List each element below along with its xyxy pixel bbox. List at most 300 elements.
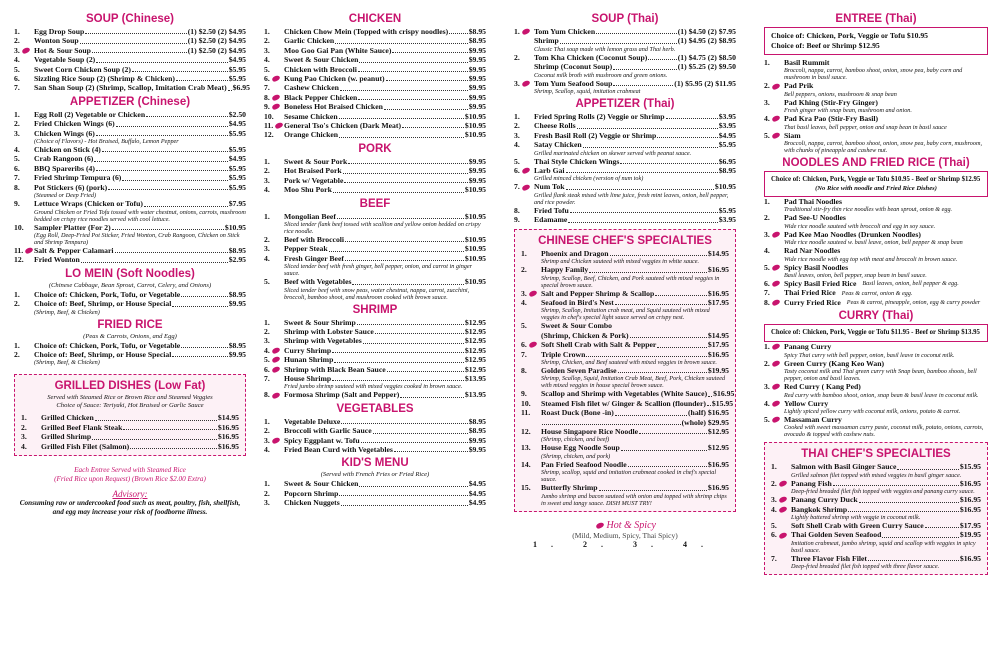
chili-icon [771,263,780,271]
choice-line: Choice of: Chicken, Pork, Veggie or Tofu $11.95 - Beef or Shrimp $13.95 [771,329,980,337]
menu-item [264,365,486,374]
item-price: $10.95 [224,222,246,232]
dot-leader [96,164,228,171]
item-description: Grilled minced chicken (version of num tok) [534,175,644,183]
chili-icon [771,416,780,424]
dot-leader [339,130,464,137]
menu-item [264,130,486,139]
menu-item [14,27,246,36]
item-number: 1. [514,112,520,122]
item-number: 5. [14,154,20,164]
item-number: 14. [521,459,531,469]
menu-item [264,121,486,130]
item-price: $9.95 [468,166,486,176]
chili-icon [25,247,34,255]
item-description: Deep-fried breaded filet fish topped with veggies and panang curry sauce. [791,488,975,496]
section-title: CHICKEN [348,13,402,25]
item-name: Beef with Broccoli [284,234,345,244]
item-number: 3. [264,498,270,508]
menu-item [264,74,486,83]
item-name: Edamame [534,215,568,225]
item-number: 15. [521,483,531,493]
item-price: $16.95 [959,495,981,505]
item-description: Fresh ginger with snap bean, mushroom and onion. [784,107,912,115]
item-number: 6. [521,340,541,349]
menu-item [264,166,486,175]
item-number: 5. [264,277,270,287]
item-number: 3. [14,46,34,55]
item-description: Cooked with sweet massaman curry paste, coconut milk, potato, onions, carrots, avocado & topped with cashew nuts. [784,424,984,439]
dot-leader [345,254,464,261]
item-price: $16.95 [217,432,239,442]
dot-leader [332,374,464,381]
item-description: Tasty coconut milk and Thai green curry with Snap bean, bamboo shoots, bell pepper, onion and basil leaves. [784,368,977,383]
item-price: (1) $5.95 (2) $11.95 [674,78,736,88]
dot-leader [96,129,228,136]
menu-item [264,244,486,253]
item-price: $19.95 [707,365,729,375]
dot-leader [648,53,676,60]
item-number: 2. [264,488,270,498]
menu-item [521,460,729,469]
item-price: $9.95 [468,83,486,93]
item-price: $12.95 [464,336,486,346]
menu-item [514,206,736,215]
menu-item [764,81,988,90]
item-number: 1. [264,479,270,489]
item-name: Yellow Curry [784,398,829,408]
dot-leader [618,366,707,373]
menu-item [14,341,246,350]
item-name: Pork w/ Vegetable [284,175,344,185]
item-name: Scallop and Shrimp with Vegetables (White Sauce) [541,389,708,399]
menu-item [514,121,736,130]
item-name: Choice of: Chicken, Pork, Tofu, or Vegetable [34,340,181,350]
item-price: $12.95 [707,426,729,436]
menu-item [264,65,486,74]
dot-leader [343,166,468,173]
item-number: 1. [14,289,20,299]
dot-leader [95,413,217,420]
menu-item [14,290,246,299]
section-title: SHRIMP [352,303,398,316]
item-number: 1. [764,342,784,351]
item-number: 4. [764,246,770,256]
item-number: 12. [521,426,531,436]
section-title: CURRY (Thai) [838,310,914,323]
item-description: Grilled marinated chicken on skewer served with peanut sauce. [534,149,692,157]
chinese-chef-box [514,229,736,512]
menu-item [764,98,988,107]
item-price: (1) $2.50 (2) $4.95 [187,45,246,55]
item-name: Egg Drop Soup [34,27,85,36]
item-price: $10.95 [464,130,486,140]
item-description: Spicy Thai curry with bell pepper, onion, basil leave in coconut milk. [784,351,955,359]
menu-item [514,215,736,224]
section-subtitle: (Served with French Fries or Fried Rice) [320,471,430,479]
menu-item [514,166,736,175]
menu-item [264,417,486,426]
chili-icon [521,79,530,87]
item-inline-desc: Peas & carrot, onion & egg. [841,289,913,297]
item-description: Bell peppers, onions, mushroom & snap bean [784,90,897,98]
item-number: 2. [264,36,270,46]
item-number: 3. [764,97,770,107]
dot-leader [848,505,959,512]
item-number [521,331,541,340]
item-price: $16.95 [217,422,239,432]
hot-numbers: 1. 2. 3. 4. [533,539,717,549]
item-price: $5.95 [228,163,246,173]
item-number: 3. [514,130,520,140]
item-name: Steamed Fish filet w/ Ginger & Scallion (flounder) [541,398,706,408]
dot-leader [882,530,959,537]
dot-leader [639,427,707,434]
item-name: BBQ Spareribs (4) [34,163,95,173]
menu-item [14,36,246,45]
item-description: Ground Chicken or Fried Tofu tossed with water chestnut, onions, carrots, mushroom bedded on crispy rice noodles served with cool lettuce. [34,208,246,223]
dot-leader [400,390,464,397]
dot-leader [81,255,228,262]
item-name: Soft Shell Crab with Green Curry Sauce [791,520,924,530]
item-price: $8.95 [468,416,486,426]
item-price: $10.95 [464,234,486,244]
item-description: (Shrimp, Beef, & Chicken) [34,308,100,316]
section-title: ENTREE (Thai) [835,13,917,25]
menu-item [514,131,736,140]
item-name: Pot Stickers (6) (pork) [34,182,108,192]
column-3 [514,10,736,549]
item-number: 6. [264,365,284,374]
item-number: 3. [521,289,541,298]
menu-item [264,55,486,64]
chili-icon [778,531,787,539]
item-number: 2. [521,265,527,275]
item-number: 9. [14,199,20,209]
hot-spicy-title [514,520,736,531]
menu-item [521,398,734,408]
item-price: (1) $5.25 (2) $9.50 [677,62,736,72]
item-name: Spicy Basil Noodles [784,262,849,272]
menu-item [521,340,729,349]
dot-leader [228,83,232,90]
item-name: Pan Fried Seafood Noodle [541,459,627,469]
menu-item [771,521,981,530]
item-price: (whole) $29.95 [681,417,729,427]
item-name: Seafood in Bird's Nest [541,297,614,307]
item-name: Basil Rummit [784,58,830,67]
menu-item [21,432,239,441]
item-number: 1. [21,413,27,423]
item-name: Red Curry ( Kang Ped) [784,382,861,392]
item-name: House Singapore Rice Noodle [541,426,639,436]
dot-leader [108,183,227,190]
item-description: (Steamed or Deep Fried) [34,192,97,200]
item-number: 2. [264,326,270,336]
item-price: $12.95 [464,345,486,355]
item-name: Tom Yum Chicken [534,27,596,36]
item-price: $5.95 [228,182,246,192]
item-price: $15.95 [711,398,734,408]
dot-leader [181,341,228,348]
menu-list [764,197,988,307]
item-price: $8.95 [718,166,736,176]
item-number: 1. [514,27,534,36]
item-name: Golden Seven Paradise [541,365,617,375]
item-number: 7. [771,553,777,563]
dot-leader [344,176,467,183]
dot-leader [339,489,467,496]
dot-leader [596,27,677,34]
menu-item [264,318,486,327]
menu-item [521,443,729,452]
menu-item [14,74,246,83]
dot-leader [566,166,718,173]
item-price: $9.95 [468,92,486,102]
column-4 [764,10,988,575]
menu-list [521,248,735,507]
item-number: 1. [264,211,270,221]
item-name: Satay Chicken [534,140,582,150]
choice-note: (No Rice with noodle and Fried Rice Dishes) [815,185,937,193]
item-number: 4. [264,185,270,195]
item-name: Pad Kra Pao (Stir-Fry Basil) [784,114,879,124]
dot-leader [146,110,228,117]
item-name: Grilled Shrimp [41,432,92,442]
item-number: 13. [521,443,531,453]
item-number: 10. [14,222,24,232]
menu-item [764,279,988,288]
dot-leader [85,27,186,34]
chili-icon [771,299,780,307]
menu-item [264,327,486,336]
choice-box [764,324,988,342]
menu-item [14,246,246,255]
menu-item [764,415,988,424]
chili-icon [21,47,30,55]
item-description: Red curry with bamboo shoot, onion, snap bean & basil leave in coconut milk. [784,391,979,399]
menu-item [14,173,246,182]
item-price: $16.95 [713,389,735,399]
dot-leader [115,246,228,253]
item-price: $4.95 [718,130,736,140]
item-name: Salmon with Basil Ginger Sauce [791,462,897,472]
item-name: Shrimp with Black Bean Sauce [284,364,386,374]
menu-item [764,246,988,255]
dot-leader [833,479,959,486]
menu-item [14,350,246,359]
menu-item [14,223,246,232]
item-description: Shrimp, Chicken, and Beef sauteed with mixed veggies in brown sauce. [541,358,717,366]
item-name: Thai Style Chicken Wings [534,156,620,166]
item-name: Thai Fried Rice [784,288,836,298]
dot-leader [333,185,464,192]
item-number: 1. [764,197,770,207]
menu-item [264,355,486,364]
item-description: Classic Thai soup made with lemon grass and Thai herb. [534,45,676,53]
dot-leader [144,199,228,206]
item-description: Coconut milk broth with mushroom and green onions. [534,71,668,79]
chili-icon [271,346,280,354]
dot-leader [666,112,718,119]
item-description: Grilled flank steak mixed with lime juice, fresh mint leaves, onion, bell pepper, and rice powder. [534,191,729,206]
column-1 [14,10,250,517]
menu-item [514,36,736,45]
advisory-title: Advisory: [112,488,148,499]
grilled-box [14,374,246,456]
item-price: $5.95 [228,74,246,84]
item-name: Choice of: Beef, Shrimp, or House Special [34,299,172,309]
item-number: 2. [764,213,770,223]
menu-item [771,479,981,488]
menu-item [264,176,486,185]
menu-item [514,140,736,149]
item-name: Popcorn Shrimp [284,488,339,498]
chili-icon [271,391,280,399]
menu-item [264,93,486,102]
item-number: 4. [264,346,284,355]
item-number: 5. [771,520,777,530]
item-number: 3. [264,244,270,254]
menu-item [264,83,486,92]
menu-item [764,399,988,408]
chili-icon [771,383,780,391]
dot-leader [599,483,707,490]
item-name: Panang Fish [791,478,832,488]
menu-item [14,119,246,128]
item-price: $6.95 [232,83,250,93]
item-price: $19.95 [959,530,981,540]
dot-leader [586,350,707,357]
item-number: 1. [14,27,20,36]
dot-leader [707,399,711,406]
section-title: CHINESE CHEF'S SPECIALTIES [538,234,712,247]
section-title: APPETIZER (Thai) [575,98,675,111]
dot-leader [340,83,468,90]
item-price: $5.95 [718,140,736,150]
menu-item [14,145,246,154]
item-name: Garlic Chicken [284,36,335,46]
item-number: 9. [514,215,520,225]
dot-leader [613,62,677,69]
item-number [514,36,534,45]
item-price: $13.95 [464,373,486,383]
section-title: NOODLES AND FRIED RICE (Thai) [782,157,970,170]
item-description: Sliced tender beef with snow peas, water chestnut, nappa, carrot, zucchini, broccoli, bamboo shoot, and mushroom cooked with brown sauce. [284,286,470,301]
section-title: KID'S MENU [341,457,409,470]
dot-leader [352,277,463,284]
menu-item [514,79,736,88]
item-price: $10.95 [464,253,486,263]
item-number: 5. [764,415,784,424]
item-price: $8.95 [228,245,246,255]
item-name: Shrimp with Lobster Sauce [284,326,374,336]
menu-list [771,462,981,570]
item-description: Wide rice noodle sauteed w. basil leave, onion, bell pepper & snap bean [784,239,963,247]
item-name: Wonton Soup [34,36,79,46]
item-name: Black Pepper Chicken [284,92,358,102]
item-price: $8.95 [468,36,486,46]
item-name: Pad Kee Mao Noodles (Drunken Noodles) [784,229,921,239]
menu-item [764,230,988,239]
item-name: Sweet & Sour Shrimp [284,317,356,327]
item-price: $10.95 [714,182,736,192]
item-price: $2.95 [228,255,246,265]
item-number: 5. [264,64,270,74]
chili-icon [271,356,280,364]
item-number: 3. [264,175,270,185]
item-number: 4. [771,505,791,514]
item-price: $16.95 [959,478,981,488]
menu-item [521,408,729,417]
dot-leader [132,65,228,72]
section-title: GRILLED DISHES (Low Fat) [54,380,206,393]
item-number: 1. [14,340,20,350]
item-description: Shrimp, Scallop, Imitation crab meat, and Squid sauteed with mixed veggies in chef's special light sauce served on crispy nest. [541,307,710,322]
menu-list [14,290,246,316]
dot-leader [341,498,468,505]
item-inline-desc: Basil leaves, onion, bell pepper & egg. [862,280,959,288]
dot-leader [357,318,464,325]
item-description: Shrimp and Chicken sauteed with mixed veggies in white sauce. [541,258,700,266]
item-price: $16.95 [707,265,729,275]
dot-leader [172,299,227,306]
item-number: 5. [764,263,784,272]
item-description: Sliced tender flank beef tossed with scallion and yellow onion bedded on crispy rice noodle. [284,220,481,235]
dot-leader [925,521,959,528]
item-number: 4. [264,445,270,454]
menu-item [264,235,486,244]
item-name: Salt and Pepper Shrimp & Scallop [541,288,655,298]
item-number: 2. [514,121,520,131]
menu-item [771,530,981,539]
item-price: $9.95 [228,349,246,359]
item-number: 3. [264,45,270,55]
item-description: Broccoli, nappa, carrot, bamboo shoot, onion, snow pea, baby corn, mushroom, with chunks of pineapple and cashew nut. [784,140,982,155]
item-number: 6. [264,74,284,83]
item-name: Shrimp [534,36,559,46]
choice-line: Choice of: Chicken, Pork, Veggie or Tofu $10.95 [771,31,929,40]
item-number: 10. [521,398,531,408]
dot-leader [339,112,464,119]
item-name: Orange Chicken [284,130,339,140]
menu-item [21,442,239,451]
menu-item [264,112,486,121]
menu-item [14,199,246,208]
section-subtitle: (Peas & Carrots, Onions, and Egg) [83,332,177,340]
item-number: 7. [514,182,534,191]
menu-list [514,112,736,225]
item-number: 7. [14,83,20,93]
dot-leader [630,331,707,338]
item-name: Shrimp with Vegetables [284,336,362,346]
item-name: Phoenix and Dragon [541,248,609,258]
section-title: VEGETABLES [336,402,414,415]
menu-list [264,417,486,455]
menu-item [14,183,246,192]
item-number: 1. [771,462,777,472]
item-name: Fried Wonton [34,255,80,265]
item-description: Shrimp, Scallop, Beef, Chicken, and Pork sauteed with mixed veggies in special brown sauce. [541,274,720,289]
section-title: PORK [358,142,392,155]
item-price: $12.95 [707,443,729,453]
item-description: Shrimp, Scallop, squid, imitation crabmeat [534,88,641,96]
menu-item [764,263,988,272]
menu-item [264,336,486,345]
chili-icon [528,341,537,349]
item-name: Hunan Shrimp [284,355,334,365]
item-price: $3.95 [718,121,736,131]
